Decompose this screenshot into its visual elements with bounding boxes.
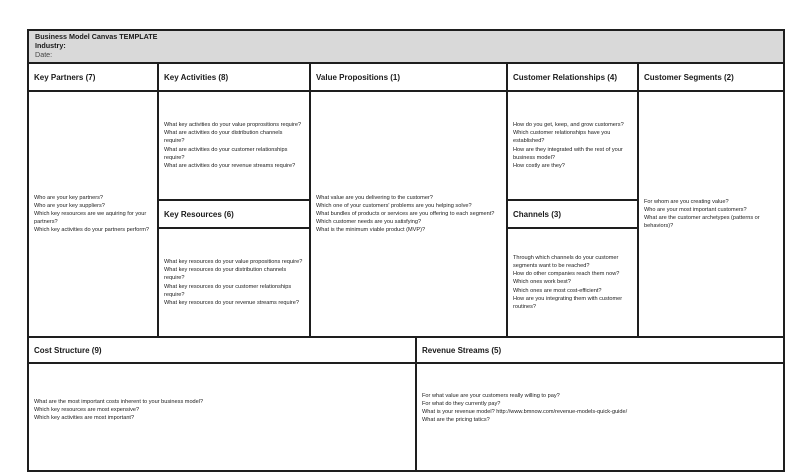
question: What is your revenue model? http://www.bmnow.com/revenue-models-quick-guide/: [422, 409, 628, 416]
question: What are the pricing tatics?: [422, 417, 490, 424]
question: For whom are you creating value?: [644, 198, 729, 205]
question: What key activities do your value proprositions require?: [164, 122, 302, 129]
key-resources-title: Key Resources (6): [164, 209, 234, 219]
key-activities-body[interactable]: [157, 90, 311, 201]
cost-structure-title: Cost Structure (9): [34, 345, 102, 355]
key-partners-title: Key Partners (7): [34, 72, 96, 82]
question: How do you get, keep, and grow customers?: [513, 122, 624, 129]
key-partners-header: [27, 62, 159, 92]
question: Who are your most important customers?: [644, 206, 747, 213]
channels-header: [506, 199, 639, 229]
question: Which customer relationships have you established?: [513, 130, 611, 145]
question: How costly are they?: [513, 162, 565, 169]
customer-relationships-title: Customer Relationships (4): [513, 72, 618, 82]
revenue-streams-header: [415, 336, 785, 364]
cost-structure-header: [27, 336, 417, 364]
customer-segments-title: Customer Segments (2): [644, 72, 734, 82]
customer-segments-body[interactable]: [637, 90, 785, 338]
question: Which ones are most cost-efficient?: [513, 287, 602, 294]
question: How do other companies reach them now?: [513, 271, 620, 278]
canvas-title-block: [27, 29, 785, 64]
question: What key resources do your value propositions require?: [164, 259, 303, 266]
question: How are they integrated with the rest of your business model?: [513, 146, 623, 161]
channels-title: Channels (3): [513, 209, 562, 219]
question: For what value are your customers really willing to pay?: [422, 393, 560, 399]
question: Which key activities are most important?: [34, 415, 135, 422]
question: Through which channels do your customer segments want to be reached?: [513, 255, 619, 270]
question: What bundles of products or services are you offering to each segment?: [316, 210, 495, 217]
question: What key resources do your customer relationships require?: [164, 283, 292, 298]
channels-body[interactable]: [506, 227, 639, 338]
question: Which key resources are most expensive?: [34, 407, 140, 414]
question: Which key resources are we aquiring for your partners?: [34, 210, 147, 226]
question: What value are you delivering to the customer?: [316, 194, 433, 201]
key-activities-title: Key Activities (8): [164, 72, 229, 82]
question: What are the most important costs inherent to your business model?: [34, 399, 204, 405]
question: What are the customer archetypes (patterns or behaviors)?: [644, 215, 760, 230]
canvas-title: Business Model Canvas TEMPLATE: [35, 32, 158, 41]
date-label: Date:: [35, 50, 53, 59]
question: For what do they currently pay?: [422, 401, 501, 408]
value-propositions-header: [309, 62, 508, 92]
question: What are activities do your distribution channels require?: [164, 130, 283, 145]
key-activities-header: [157, 62, 311, 92]
question: Who are your key partners?: [34, 194, 104, 201]
customer-segments-header: [637, 62, 785, 92]
question: What are activities do your customer relationships require?: [164, 146, 288, 161]
value-propositions-title: Value Propositions (1): [316, 72, 401, 82]
question: What key resources do your revenue streams require?: [164, 299, 299, 306]
industry-label: Industry:: [35, 41, 66, 50]
question: Which key activities do your partners perform?: [34, 227, 150, 234]
revenue-streams-title: Revenue Streams (5): [422, 345, 502, 355]
customer-relationships-body[interactable]: [506, 90, 639, 201]
question: Which one of your customers' problems are you helping solve?: [316, 202, 472, 209]
question: How are you integrating them with customer routines?: [513, 295, 623, 310]
question: Which ones work best?: [513, 279, 571, 286]
question: Who are your key suppliers?: [34, 202, 105, 209]
key-resources-header: [157, 199, 311, 229]
question: What is the minimum viable product (MVP)?: [316, 227, 426, 234]
key-resources-body[interactable]: [157, 227, 311, 338]
customer-relationships-header: [506, 62, 639, 92]
question: What key resources do your distribution channels require?: [164, 267, 287, 282]
question: Which customer needs are you satisfying?: [316, 219, 422, 226]
key-partners-body[interactable]: [27, 90, 159, 338]
value-propositions-body[interactable]: [309, 90, 508, 338]
question: What are activities do your revenue streams require?: [164, 162, 296, 169]
